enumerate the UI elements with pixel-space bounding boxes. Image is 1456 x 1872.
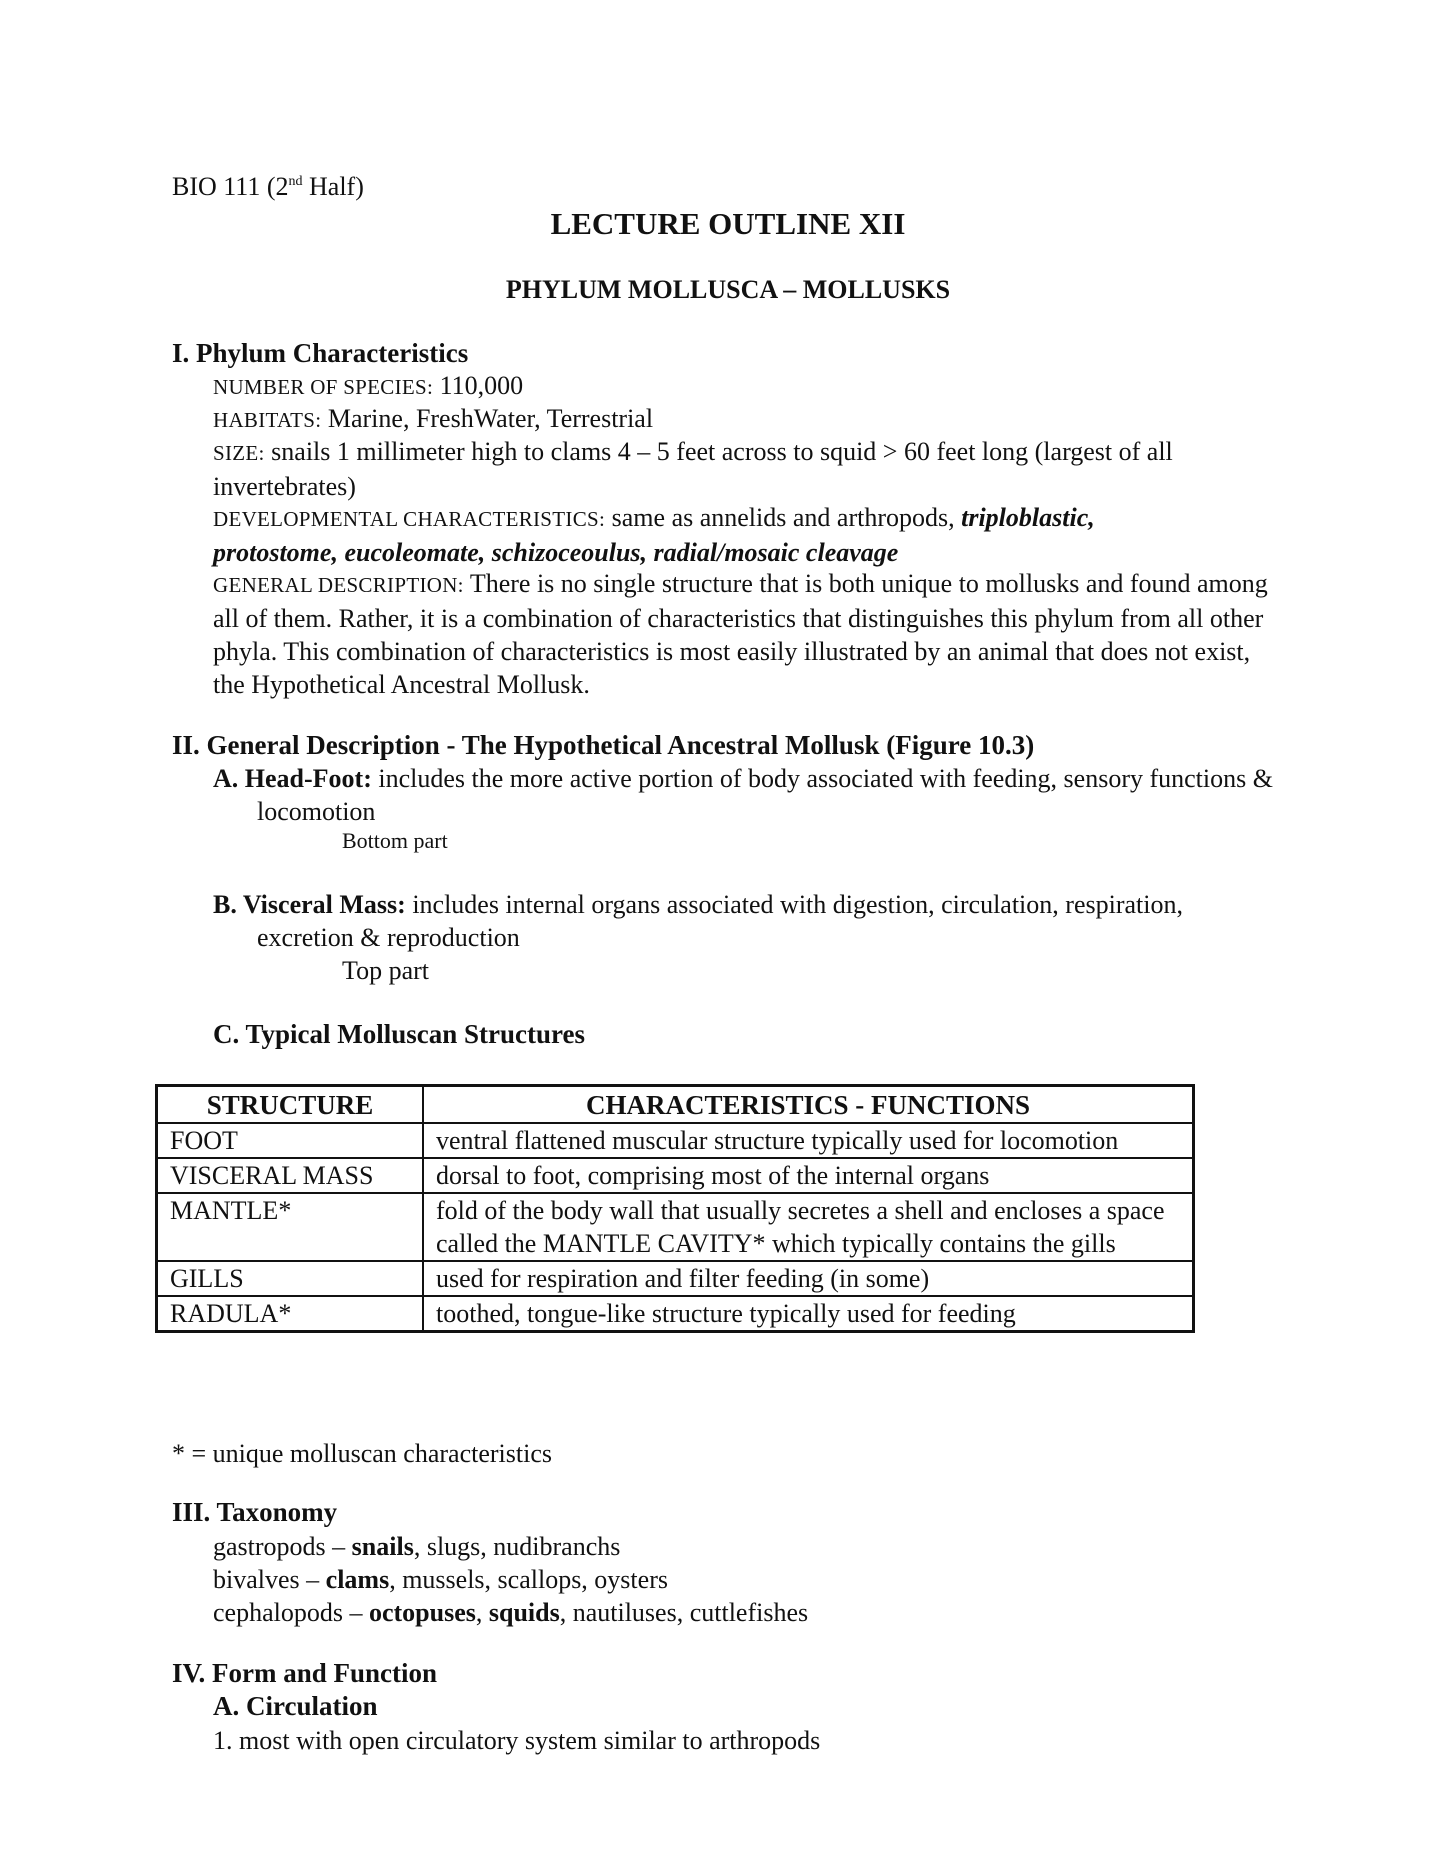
table-footnote: * = unique molluscan characteristics bbox=[172, 1439, 552, 1468]
head-foot-note: Bottom part bbox=[342, 828, 448, 853]
circulation-heading: A. Circulation bbox=[213, 1691, 378, 1721]
table-row bbox=[157, 1261, 1194, 1296]
characteristics-cell: toothed, tongue-like structure typically used for feeding bbox=[423, 1296, 1194, 1332]
structures-table bbox=[155, 1084, 1195, 1333]
species-line: NUMBER OF SPECIES: 110,000 bbox=[213, 371, 524, 400]
developmental-paragraph: DEVELOPMENTAL CHARACTERISTICS: same as annelids and arthropods, triploblastic, protostome, eucoleomate, schizoceoulus, radial/mosaic cleavage bbox=[213, 503, 1095, 567]
structure-cell: RADULA* bbox=[157, 1296, 424, 1332]
size-paragraph: SIZE: snails 1 millimeter high to clams 4 – 5 feet across to squid > 60 feet long (largest of all invertebrates) bbox=[213, 437, 1173, 501]
table-row bbox=[157, 1123, 1194, 1158]
column-header-characteristics: CHARACTERISTICS - FUNCTIONS bbox=[423, 1086, 1194, 1124]
table-row bbox=[157, 1193, 1194, 1261]
visceral-mass-note: Top part bbox=[342, 956, 429, 985]
course-code: BIO 111 (2nd Half) bbox=[172, 172, 364, 201]
characteristics-cell: ventral flattened muscular structure typically used for locomotion bbox=[423, 1123, 1194, 1158]
table-row bbox=[157, 1296, 1194, 1332]
structure-cell: VISCERAL MASS bbox=[157, 1158, 424, 1193]
characteristics-cell: used for respiration and filter feeding (in some) bbox=[423, 1261, 1194, 1296]
visceral-mass-item: B. Visceral Mass: includes internal organs associated with digestion, circulation, respiration, excretion & reproduction bbox=[213, 890, 1183, 952]
page-title: LECTURE OUTLINE XII bbox=[550, 206, 906, 241]
section-heading-4: IV. Form and Function bbox=[172, 1658, 438, 1688]
table-header-row bbox=[157, 1086, 1194, 1124]
characteristics-cell: fold of the body wall that usually secretes a shell and encloses a space called the MANTLE CAVITY* which typically contains the gills bbox=[423, 1193, 1194, 1261]
structure-cell: FOOT bbox=[157, 1123, 424, 1158]
page-subtitle: PHYLUM MOLLUSCA – MOLLUSKS bbox=[505, 275, 951, 304]
section-heading-2: II. General Description - The Hypothetical Ancestral Mollusk (Figure 10.3) bbox=[172, 730, 1035, 760]
head-foot-item: A. Head-Foot: includes the more active portion of body associated with feeding, sensory functions & locomotion bbox=[213, 764, 1273, 826]
taxonomy-gastropods: gastropods – snails, slugs, nudibranchs bbox=[213, 1532, 621, 1561]
structure-cell: GILLS bbox=[157, 1261, 424, 1296]
structure-cell: MANTLE* bbox=[157, 1193, 424, 1261]
taxonomy-cephalopods: cephalopods – octopuses, squids, nautiluses, cuttlefishes bbox=[213, 1598, 809, 1627]
column-header-structure: STRUCTURE bbox=[157, 1086, 424, 1124]
general-description-paragraph: GENERAL DESCRIPTION: There is no single structure that is both unique to mollusks and found among all of them. Rather, it is a combination of characteristics that distinguishes this phylum from all other phyla. This combination of characteristics is most easily illustrated by an animal that does not exist, the Hypothetical Ancestral Mollusk. bbox=[213, 569, 1268, 699]
typical-structures-heading: C. Typical Molluscan Structures bbox=[213, 1019, 586, 1049]
circulation-item-1: 1. most with open circulatory system similar to arthropods bbox=[213, 1726, 821, 1755]
section-heading-3: III. Taxonomy bbox=[172, 1497, 338, 1527]
habitats-line: HABITATS: Marine, FreshWater, Terrestrial bbox=[213, 404, 654, 433]
taxonomy-bivalves: bivalves – clams, mussels, scallops, oysters bbox=[213, 1565, 668, 1594]
section-heading-1: I. Phylum Characteristics bbox=[172, 338, 469, 368]
table-row bbox=[157, 1158, 1194, 1193]
characteristics-cell: dorsal to foot, comprising most of the internal organs bbox=[423, 1158, 1194, 1193]
